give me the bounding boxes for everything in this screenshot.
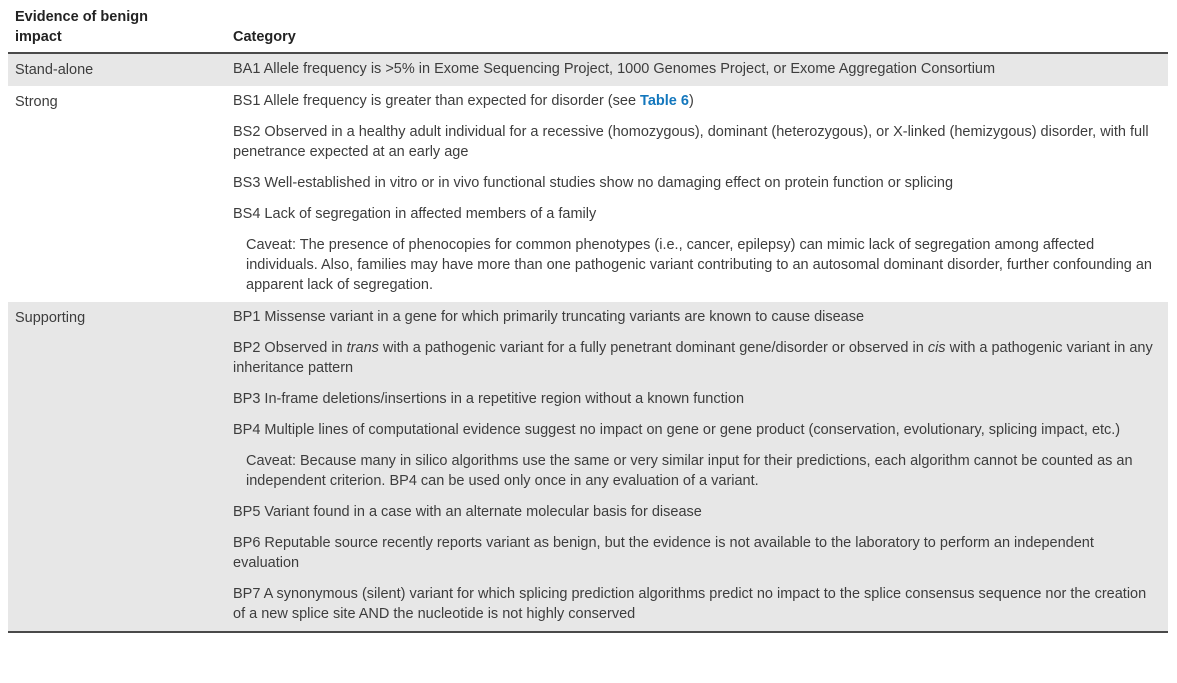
- italic-term: trans: [346, 340, 379, 356]
- header-category-label: Category: [233, 29, 296, 45]
- criterion-text: BP1 Missense variant in a gene for which primarily truncating variants are known to cause disease: [233, 309, 865, 325]
- criterion-text: BP7 A synonymous (silent) variant for which splicing prediction algorithms predict no impact to the splice consensus sequence nor the creation of a new splice site AND the nucleotide is not highly conserved: [233, 586, 1147, 622]
- header-evidence-label: Evidence of benign impact: [15, 9, 148, 45]
- criterion-text: BP4 Multiple lines of computational evidence suggest no impact on gene or gene product (conservation, evolutionary, splicing impact, etc.): [233, 422, 1121, 438]
- criterion-text: BS4 Lack of segregation in affected members of a family: [233, 206, 597, 222]
- table-section-stand-alone: [8, 54, 1168, 86]
- header-evidence-column: [15, 7, 233, 47]
- table-header-row: [8, 2, 1168, 54]
- criterion-text: BA1 Allele frequency is >5% in Exome Sequencing Project, 1000 Genomes Project, or Exome Aggregation Consortium: [233, 61, 996, 77]
- criterion-text: BP5 Variant found in a case with an alternate molecular basis for disease: [233, 504, 702, 520]
- criterion-text: BS2 Observed in a healthy adult individual for a recessive (homozygous), dominant (heterozygous), or X-linked (hemizygous) disorder, with full penetrance expected at an early age: [233, 124, 1149, 160]
- evidence-level-label: Supporting: [15, 310, 86, 326]
- criteria-list: [233, 307, 1158, 628]
- criterion-text: BP3 In-frame deletions/insertions in a repetitive region without a known function: [233, 391, 745, 407]
- criterion-text: BP2 Observed in trans with a pathogenic variant for a fully penetrant dominant gene/disorder or observed in cis with a pathogenic variant in any inheritance pattern: [233, 340, 1153, 376]
- criterion-text: BP6 Reputable source recently reports variant as benign, but the evidence is not available to the laboratory to perform an independent evaluation: [233, 535, 1094, 571]
- criterion-text: BS1 Allele frequency is greater than expected for disorder (see Table 6): [233, 93, 694, 109]
- evidence-level-label: Strong: [15, 94, 58, 110]
- criteria-list: [233, 91, 1158, 299]
- criteria-list: [233, 59, 1158, 83]
- table-6-link[interactable]: Table 6: [640, 93, 689, 109]
- caveat-text: Caveat: Because many in silico algorithms use the same or very similar input for their predictions, each algorithm cannot be counted as an independent criterion. BP4 can be used only once in any evaluation of a variant.: [246, 453, 1133, 489]
- header-category-column: [233, 27, 1158, 47]
- criterion-text: BS3 Well-established in vitro or in vivo functional studies show no damaging effect on protein function or splicing: [233, 175, 954, 191]
- table-section-strong: [8, 86, 1168, 302]
- table-bottom-rule: [8, 631, 1168, 633]
- italic-term: cis: [927, 340, 946, 356]
- table-section-supporting: [8, 302, 1168, 631]
- evidence-level-label: Stand-alone: [15, 62, 94, 78]
- table-body: [8, 54, 1168, 631]
- caveat-text: Caveat: The presence of phenocopies for common phenotypes (i.e., cancer, epilepsy) can mimic lack of segregation among affected individuals. Also, families may have more than one pathogenic variant contributing to an autosomal dominant disorder, further confounding an apparent lack of segregation.: [246, 237, 1152, 293]
- benign-evidence-table: [8, 2, 1168, 633]
